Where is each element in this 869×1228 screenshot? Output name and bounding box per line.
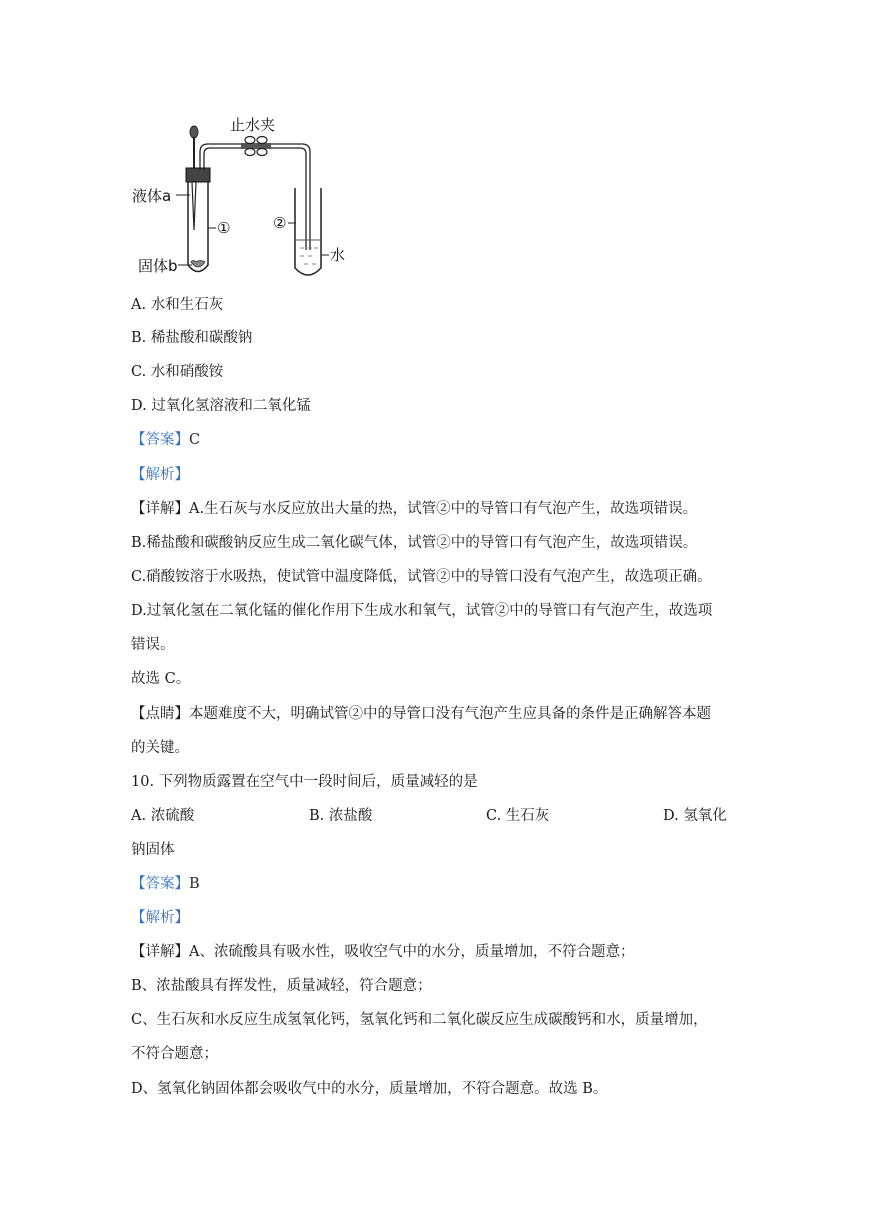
q9-detail-d1: D.过氧化氢在二氧化锰的催化作用下生成水和氧气，试管②中的导管口有气泡产生，故选项 — [131, 603, 713, 619]
label-clamp: 止水夹 — [230, 116, 276, 134]
q9-option-d: D. 过氧化氢溶液和二氧化锰 — [131, 398, 311, 414]
comment-bracket: 【点睛】 — [131, 706, 189, 722]
clamp-icon — [241, 137, 271, 156]
q10-answer — [131, 874, 200, 894]
q10-detail-c2: 不符合题意； — [131, 1046, 218, 1062]
water-dashes — [300, 248, 318, 264]
solid-b — [191, 261, 205, 268]
label-liquid: 液体a — [132, 187, 172, 205]
detail-text: A、浓硫酸具有吸水性，吸收空气中的水分，质量增加，不符合题意； — [189, 944, 635, 960]
q10-option-d-cont: 钠固体 — [131, 842, 175, 858]
q10-detail-c1: C、生石灰和水反应生成氢氧化钙，氢氧化钙和二氧化碳反应生成碳酸钙和水，质量增加， — [131, 1012, 708, 1028]
q9-analysis — [131, 465, 189, 485]
q9-detail-c: C.硝酸铵溶于水吸热，使试管中温度降低，试管②中的导管口没有气泡产生，故选项正确。 — [131, 569, 712, 585]
detail-text: A.生石灰与水反应放出大量的热，试管②中的导管口有气泡产生，故选项错误。 — [189, 501, 698, 517]
dropper-bulb — [190, 126, 198, 138]
q10-option-d: D. 氢氧化 — [663, 808, 727, 824]
q9-detail-d2: 错误。 — [131, 637, 175, 653]
q10-detail-a — [131, 942, 634, 962]
q9-answer — [131, 430, 200, 450]
q9-option-b: B. 稀盐酸和碳酸钠 — [131, 330, 253, 346]
label-solid: 固体b — [138, 257, 178, 275]
q10-detail-d: D、氢氧化钠固体都会吸收气中的水分，质量增加，不符合题意。故选 B。 — [131, 1081, 608, 1097]
test-tube-2 — [295, 188, 321, 275]
q10-option-c: C. 生石灰 — [486, 808, 550, 824]
answer-bracket: 【答案】 — [131, 432, 189, 448]
q10-option-b: B. 浓盐酸 — [309, 808, 373, 824]
answer-bracket: 【答案】 — [131, 876, 189, 892]
detail-bracket: 【详解】 — [131, 944, 189, 960]
stopper-1 — [186, 168, 210, 182]
analysis-bracket: 【解析】 — [131, 910, 189, 926]
answer-value: B — [189, 876, 200, 892]
comment-text: 本题难度不大，明确试管②中的导管口没有气泡产生应具备的条件是正确解答本题 — [189, 706, 711, 722]
q10-detail-b: B、浓盐酸具有挥发性，质量减轻，符合题意； — [131, 978, 432, 994]
q9-option-a: A. 水和生石灰 — [131, 297, 224, 313]
q10-option-a: A. 浓硫酸 — [131, 808, 195, 824]
analysis-bracket: 【解析】 — [131, 467, 189, 483]
q9-option-c: C. 水和硝酸铵 — [131, 364, 224, 380]
q9-detail-b: B.稀盐酸和碳酸钠反应生成二氧化碳气体，试管②中的导管口有气泡产生，故选项错误。 — [131, 535, 698, 551]
q9-choose: 故选 C。 — [131, 671, 191, 687]
label-tube1: ① — [217, 219, 231, 237]
q10-analysis — [131, 908, 189, 928]
q9-comment-1 — [131, 704, 711, 724]
dropper-tip — [192, 182, 196, 230]
answer-value: C — [189, 432, 201, 448]
apparatus-figure — [128, 110, 368, 285]
q10-stem: 10. 下列物质露置在空气中一段时间后，质量减轻的是 — [131, 774, 478, 790]
label-tube2: ② — [273, 214, 287, 232]
q9-comment-2: 的关键。 — [131, 740, 189, 756]
label-water: 水 — [330, 246, 346, 264]
detail-bracket: 【详解】 — [131, 501, 189, 517]
q9-detail-a — [131, 499, 697, 519]
test-tube-1 — [188, 182, 208, 272]
